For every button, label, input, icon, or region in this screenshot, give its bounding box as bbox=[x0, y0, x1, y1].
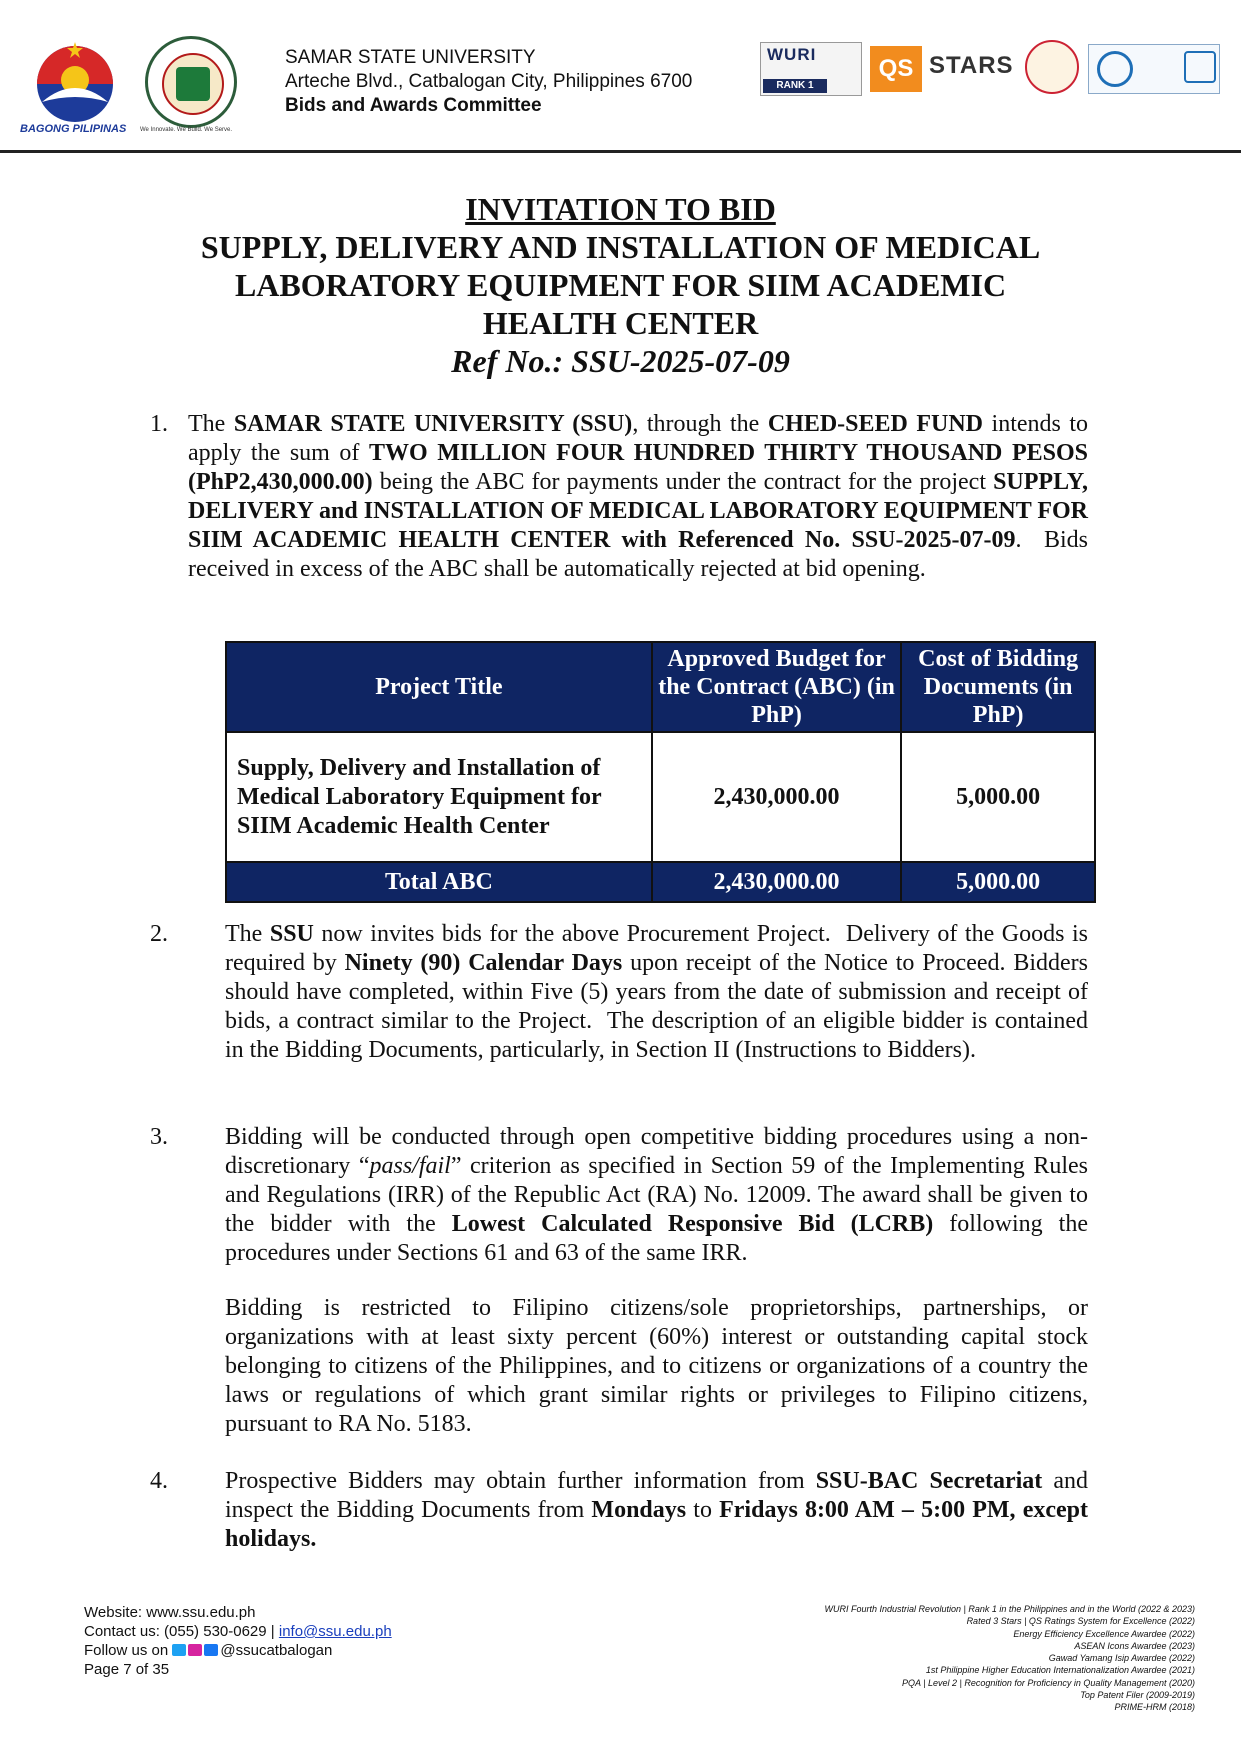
paragraph-1: The SAMAR STATE UNIVERSITY (SSU), through the CHED-SEED FUND intends to apply the sum of TWO MILLION FOUR HUNDRED THIRTY THOUSAND PESOS (PhP2,430,000.00) being the ABC for payments under the contract for the project SUPPLY, DELIVERY and INSTALLATION OF MEDICAL LABORATORY EQUIPMENT FOR SIIM ACADEMIC HEALTH CENTER with Referenced No. SSU-2025-07-09. Bids received in excess of the ABC shall be automatically rejected at bid opening. bbox=[188, 411, 1089, 582]
instagram-icon[interactable] bbox=[188, 1644, 202, 1656]
ssu-tagline: We Innovate. We Build. We Serve. bbox=[140, 127, 233, 133]
twitter-icon[interactable] bbox=[172, 1644, 186, 1656]
doc-title: INVITATION TO BID bbox=[465, 191, 776, 227]
item-number: 2. bbox=[150, 921, 168, 947]
abc-table bbox=[225, 641, 1096, 903]
certification-g-icon bbox=[1184, 51, 1216, 83]
ssu-seal-logo bbox=[145, 36, 237, 128]
certification-logos bbox=[1088, 44, 1220, 94]
socotec-icon bbox=[1097, 51, 1133, 87]
award-line: ASEAN Icons Awardee (2023) bbox=[1074, 1640, 1195, 1651]
org-address: Arteche Blvd., Catbalogan City, Philippines 6700 bbox=[285, 71, 693, 92]
total-abc: 2,430,000.00 bbox=[652, 862, 902, 902]
table-row bbox=[226, 732, 1095, 862]
project-title-line-2: LABORATORY EQUIPMENT FOR SIIM ACADEMIC bbox=[234, 267, 1007, 303]
award-line: Top Patent Filer (2009-2019) bbox=[1080, 1690, 1195, 1701]
award-line: WURI Fourth Industrial Revolution | Rank 1 in the Philippines and in the World (2022 & 2023) bbox=[824, 1604, 1195, 1614]
org-name: SAMAR STATE UNIVERSITY bbox=[285, 47, 536, 68]
table-cell-cost: 5,000.00 bbox=[901, 732, 1095, 862]
footer-awards bbox=[824, 1603, 1195, 1714]
committee-name: Bids and Awards Committee bbox=[285, 95, 542, 116]
total-cost: 5,000.00 bbox=[901, 862, 1095, 902]
wuri-rank: RANK 1 bbox=[763, 79, 827, 93]
project-title-line-3: HEALTH CENTER bbox=[482, 305, 759, 341]
column-header: Approved Budget for the Contract (ABC) (in PhP) bbox=[652, 642, 902, 732]
award-seal-icon bbox=[1025, 40, 1079, 94]
footer-contact-line: Contact us: (055) 530-0629 | info@ssu.edu.ph bbox=[84, 1623, 392, 1640]
table-header-row bbox=[226, 642, 1095, 732]
wuri-label: WURI bbox=[767, 45, 817, 64]
award-line: Rated 3 Stars | QS Ratings System for Excellence (2022) bbox=[966, 1616, 1195, 1627]
column-header: Cost of Bidding Documents (in PhP) bbox=[901, 642, 1095, 732]
award-line: PRIME-HRM (2018) bbox=[1114, 1702, 1195, 1713]
social-handle: @ssucatbalogan bbox=[220, 1642, 333, 1659]
footer-website[interactable]: Website: www.ssu.edu.ph bbox=[84, 1604, 256, 1621]
award-line: Energy Efficiency Excellence Awardee (2022) bbox=[1013, 1628, 1195, 1639]
paragraph-3: Bidding will be conducted through open competitive bidding procedures using a non-discretionary “pass/fail” criterion as specified in Section 59 of the Implementing Rules and Regulations (IRR) of the Republic Act (RA) No. 12009. The award shall be given to the bidder with the Lowest Calculated Responsive Bid (LCRB) following the procedures under Sections 61 and 63 of the same IRR. bbox=[225, 1124, 1089, 1266]
reference-number: Ref No.: SSU-2025-07-09 bbox=[451, 343, 790, 379]
qs-logo: QS bbox=[870, 46, 922, 92]
bp-logo-text: BAGONG PILIPINAS bbox=[20, 123, 127, 134]
footer-contact bbox=[84, 1603, 392, 1679]
bagong-pilipinas-logo bbox=[20, 34, 130, 134]
award-line: 1st Philippine Higher Education Internationalization Awardee (2021) bbox=[925, 1665, 1195, 1676]
wuri-badge bbox=[760, 42, 862, 96]
table-cell-abc: 2,430,000.00 bbox=[652, 732, 902, 862]
item-number: 3. bbox=[150, 1124, 168, 1150]
item-number: 1. bbox=[150, 411, 168, 437]
footer-follow: Follow us on @ssucatbalogan bbox=[84, 1642, 333, 1659]
column-header: Project Title bbox=[226, 642, 652, 732]
item-number: 4. bbox=[150, 1468, 168, 1494]
table-total-row bbox=[226, 862, 1095, 902]
total-label: Total ABC bbox=[226, 862, 652, 902]
award-line: Gawad Yamang Isip Awardee (2022) bbox=[1048, 1653, 1195, 1664]
page-number: Page 7 of 35 bbox=[84, 1661, 170, 1678]
project-title-line-1: SUPPLY, DELIVERY AND INSTALLATION OF MEDICAL bbox=[200, 229, 1041, 265]
facebook-icon[interactable] bbox=[204, 1644, 218, 1656]
award-line: PQA | Level 2 | Recognition for Proficiency in Quality Management (2020) bbox=[902, 1677, 1195, 1688]
letterhead bbox=[0, 0, 1241, 150]
paragraph-4: Prospective Bidders may obtain further information from SSU-BAC Secretariat and inspect the Bidding Documents from Mondays to Fridays 8:00 AM – 5:00 PM, except holidays. bbox=[225, 1468, 1089, 1552]
qs-stars-label: STARS bbox=[929, 52, 1014, 79]
email-link[interactable]: info@ssu.edu.ph bbox=[278, 1623, 392, 1640]
letterhead-text bbox=[285, 46, 692, 118]
paragraph-3b: Bidding is restricted to Filipino citizens/sole proprietorships, partnerships, or organizations with at least sixty percent (60%) interest or outstanding capital stock belonging to citizens of the Philippines, and to citizens or organizations of a country the laws or regulations of which grant similar rights or privileges to Filipino citizens, pursuant to RA No. 5183. bbox=[225, 1295, 1088, 1437]
header-divider bbox=[0, 150, 1241, 153]
paragraph-2: The SSU now invites bids for the above Procurement Project. Delivery of the Goods is required by Ninety (90) Calendar Days upon receipt of the Notice to Proceed. Bidders should have completed, within Five (5) years from the date of submission and receipt of bids, a contract similar to the Project. The description of an eligible bidder is contained in the Bidding Documents, particularly, in Section II (Instructions to Bidders). bbox=[225, 921, 1088, 1063]
table-cell-project: Supply, Delivery and Installation of Medical Laboratory Equipment for SIIM Academic Health Center bbox=[226, 732, 652, 862]
